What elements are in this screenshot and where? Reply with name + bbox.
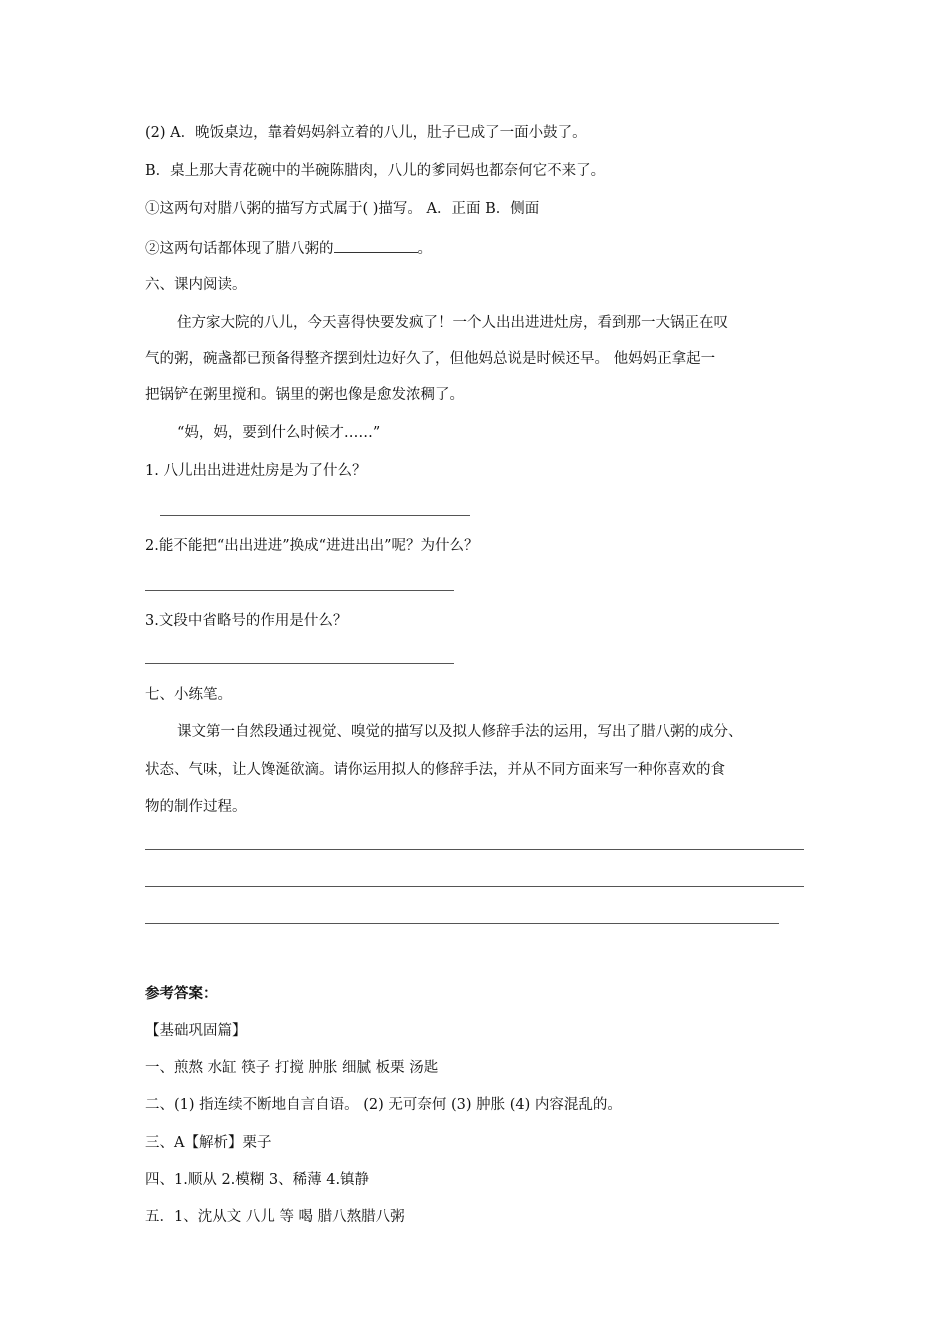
q2-sub-question-2 bbox=[145, 238, 432, 258]
passage-line-1: 住方家大院的八儿，今天喜得快要发疯了！一个人出出进进灶房，看到那一大锅正在叹 bbox=[177, 315, 728, 331]
passage-line-3: 把锅铲在粥里搅和。锅里的粥也像是愈发浓稠了。 bbox=[145, 387, 464, 403]
answer-line bbox=[145, 590, 454, 591]
reading-question-3: 3.文段中省略号的作用是什么？ bbox=[145, 613, 348, 629]
answer-line bbox=[160, 515, 470, 516]
writing-line bbox=[145, 886, 804, 887]
section-6-title: 六、课内阅读。 bbox=[145, 277, 247, 293]
q2-sentence-a: (2) A．晚饭桌边，靠着妈妈斜立着的八儿，肚子已成了一面小鼓了。 bbox=[145, 125, 587, 141]
answers-title: 参考答案： bbox=[145, 985, 218, 1002]
q2-sub2-prefix: ②这两句话都体现了腊八粥的 bbox=[145, 241, 334, 257]
writing-line bbox=[145, 849, 804, 850]
writing-prompt-line-2: 状态、气味，让人馋涎欲滴。请你运用拟人的修辞手法，并从不同方面来写一种你喜欢的食 bbox=[145, 762, 725, 778]
section-7-title: 七、小练笔。 bbox=[145, 687, 232, 703]
answer-line-5: 五．1、沈从文 八儿 等 喝 腊八熬腊八粥 bbox=[145, 1209, 405, 1225]
answer-line-2: 二、(1) 指连续不断地自言自语。 (2) 无可奈何 (3) 肿胀 (4) 内容混乱的。 bbox=[145, 1097, 622, 1113]
passage-line-2: 气的粥，碗盏都已预备得整齐摆到灶边好久了，但他妈总说是时候还早。 他妈妈正拿起一 bbox=[145, 351, 716, 367]
writing-line bbox=[145, 923, 779, 924]
answer-line-1: 一、煎熬 水缸 筷子 打搅 肿胀 细腻 板栗 汤匙 bbox=[145, 1060, 439, 1076]
answer-line bbox=[145, 663, 454, 664]
answer-line-4: 四、1.顺从 2.模糊 3、稀薄 4.镇静 bbox=[145, 1172, 370, 1188]
writing-prompt-line-1: 课文第一自然段通过视觉、嗅觉的描写以及拟人修辞手法的运用，写出了腊八粥的成分、 bbox=[177, 724, 743, 740]
q2-sentence-b: B．桌上那大青花碗中的半碗陈腊肉，八儿的爹同妈也都奈何它不来了。 bbox=[145, 163, 606, 179]
q2-sub-question-1: ①这两句对腊八粥的描写方式属于( )描写。 A．正面 B．侧面 bbox=[145, 201, 540, 217]
passage-dialogue: “妈，妈，要到什么时候才……” bbox=[177, 425, 381, 441]
answer-blank bbox=[334, 238, 418, 253]
q2-sub2-suffix: 。 bbox=[417, 241, 432, 257]
answer-line-3: 三、A【解析】栗子 bbox=[145, 1135, 272, 1151]
writing-prompt-line-3: 物的制作过程。 bbox=[145, 799, 247, 815]
answers-section: 【基础巩固篇】 bbox=[145, 1023, 247, 1039]
reading-question-2: 2.能不能把“出出进进”换成“进进出出”呢？为什么？ bbox=[145, 538, 479, 554]
reading-question-1: 1. 八儿出出进进灶房是为了什么？ bbox=[145, 463, 367, 479]
